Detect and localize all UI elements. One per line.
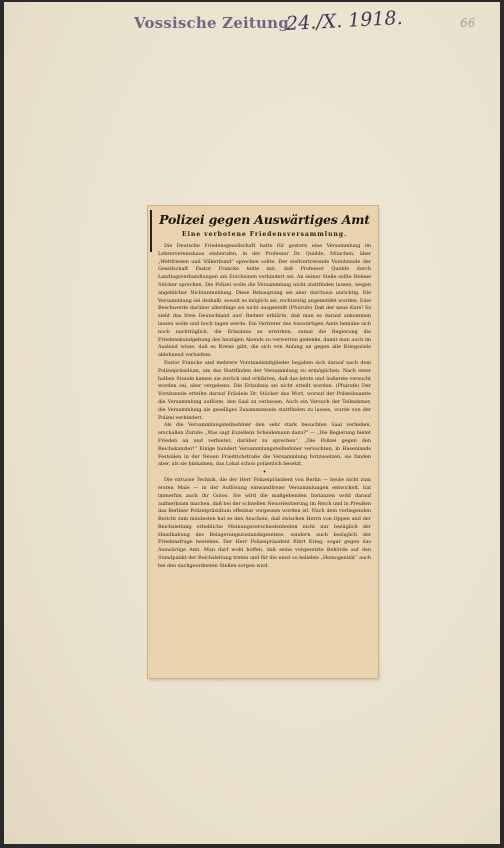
page-number: 66 (460, 16, 476, 30)
article-paragraph: Die virtuose Technik, die der Herr Polizeipräsident von Berlin — heute nicht zum ersten Male — in der Auflösung einwandfreier Versammlungen entwickelt, hat immerhin auch ihr Gutes. Sie wird die maßgebenden Instanzen wohl darauf aufmerksam machen, daß bei der schnellen Neuorientierung im Reich und in Preußen das Berliner Polizeipräsidium offenbar vergessen worden ist. Nach dem vorliegenden Bericht zum mindesten hat es den Anschein, daß zwischen Herrn von Oppen und der Reichsleitung erhebliche Meinungsverschiedenheiten nicht nur bezüglich der Handhabung des Belagerungszustandsgesetzes, sondern auch bezüglich der Friedensfrage bestehen. Der Herr Polizeipräsident führt Krieg, sogar gegen das Auswärtige Amt. Man darf wohl hoffen, daß seine vorgesetzte Behörde auf den Standpunkt der Reichsleitung treten und für die einst so beliebte „Homogenität“ auch bei den nachgeordneten Stellen sorgen wird. (158, 477, 371, 569)
archive-sheet (4, 2, 500, 844)
newspaper-stamp: Vossische Zeitung (134, 14, 289, 32)
article-headline: Polizei gegen Auswärtiges Amt (159, 212, 370, 227)
article-subheadline: Eine verbotene Friedensversammlung. (181, 231, 348, 238)
handwritten-date: 24./X. 1918. (285, 6, 404, 36)
article-paragraph: Die Deutsche Friedensgesellschaft hatte für gestern eine Versammlung im Lehrervereinshaus einberufen, in der Professor Dr. Quidde, München, über „Weltfrieden und Völkerbund“ sprechen sollte. Der stellvertretende Vorsitzende der Gesellschaft Pastor Francke teilte mit, daß Professor Quidde durch Landtagsverhandlungen am Erscheinen verhindert sei. An seiner Stelle sollte Helene Stöcker sprechen. Die Polizei wolle die Versammlung nicht stattfinden lassen, wegen angeblicher Nichtanmeldung. Diese Behauptung sei aber durchaus unrichtig. Die Versammlung sei deshalb, soweit es möglich sei, rechtzeitig angemeldet worden. Eine Beschwerde darüber allerdings sei nicht ausgestellt (Pfuirufe) Daß der neue Kurs! Es sieht das freie Deutschland aus! Redner erklärte, daß man es darauf ankommen lassen wolle und hoch tagen werde. Ein Vertreter des Auswärtigen Amts bemühe sich noch nachträglich, die Erlaubnis zu erwirken, zumal die Regierung die Friedenskundgebung des heutigen Abends zu verwerten gedenke, damit man auch im Ausland wisse, daß es Kreise gibt, die sich von Anfang an gegen alle Kriegsziele ablehnend verhielten. (158, 243, 371, 359)
article-paragraph: Als die Versammlungsteilnehmer den sehr stark besuchten Saal verließen, erschallen Zurufe: „Was sagt Exzellenz Scheidemann dazu?“ — „Die Regierung bietet Frieden an und verbietet, darüber zu sprechen“, „Die Polizei gegen den Reichskanzler!“ Einige hundert Versammlungsteilnehmer versuchten, in Hasenlands Festsälen in der Neuen Friedrichstraße die Versammlung fortzusetzen, sie fanden aber, als sie hinkamen, das Lokal schon polizeilich besetzt. (158, 422, 371, 468)
section-separator: • (262, 469, 267, 477)
article-paragraph: Pastor Francke und mehrere Vorstandsmitglieder begaben sich darauf nach dem Polizeipräsidium, um das Stattfinden der Versammlung zu ermöglichen. Nach einer halben Stunde kamen sie zurück und erklärten, daß das letzte und äußerste versucht worden sei, aber vergebens. Die Erlaubnis sei nicht erteilt worden. (Pfuirufe) Der Vorsitzende erteilte darauf Fräulein Dr. Stöcker das Wort, worauf der Polizeibeamte die Versammlung auflöste, den Saal zu verlassen. Auch ein Versuch der Teilnehmer, die Versammlung als geselliges Zusammensein stattfinden zu lassen, wurde von der Polizei verhindert. (158, 359, 371, 421)
newspaper-clipping (148, 206, 378, 678)
